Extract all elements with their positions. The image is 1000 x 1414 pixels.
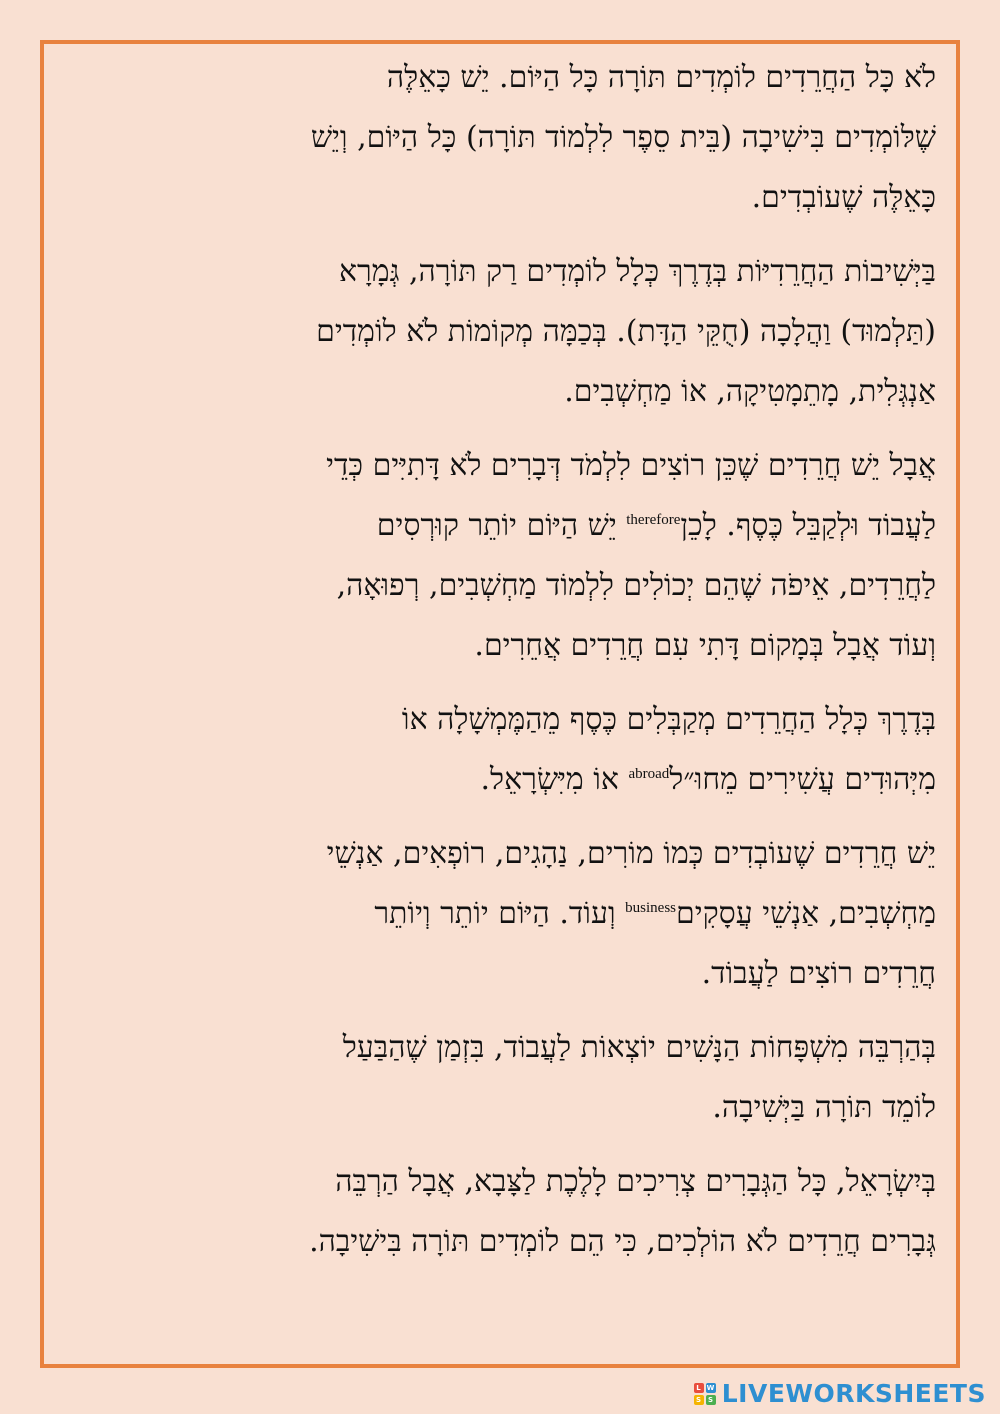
liveworksheets-icon: [694, 1383, 716, 1405]
text-line: [60, 944, 936, 1004]
text-line: [60, 616, 936, 676]
text-line: [60, 824, 936, 884]
hebrew-text: אוֹ מִיִּשְׂרָאֵל.: [480, 762, 629, 797]
hebrew-text: וְעוֹד אֲבָל בְּמָקוֹם דָּתִי עִם חֲרֵדִים אֲחֵרִים.: [474, 628, 936, 663]
text-line: [60, 108, 936, 168]
text-line: [60, 436, 936, 496]
hebrew-text: לַעֲבוֹד וּלְקַבֵּל כֶּסֶף. לָכֵן: [680, 508, 936, 543]
english-gloss: abroad: [628, 766, 670, 782]
text-line: [60, 1212, 936, 1272]
text-line: [60, 1018, 936, 1078]
hebrew-text: לוֹמֵד תּוֹרָה בַּיְּשִׁיבָה.: [712, 1090, 936, 1125]
text-line: [60, 496, 936, 556]
hebrew-text: וְעוֹד. הַיּוֹם יוֹתֵר וְיוֹתֵר: [374, 896, 626, 931]
hebrew-text: אֲבָל יֵשׁ חֲרֵדִים שֶׁכֵּן רוֹצִים לִלְמֹד דְּבָרִים לֹא דָּתִיִּים כְּדֵי: [326, 448, 936, 483]
english-gloss: therefore: [626, 512, 681, 528]
text-line: [60, 556, 936, 616]
hebrew-text: (תַּלְמוּד) וַהֲלָכָה (חֻקֵּי הַדָּת). בְּכַמָּה מְקוֹמוֹת לֹא לוֹמְדִים: [316, 314, 936, 349]
hebrew-text: גְּבָרִים חֲרֵדִים לֹא הוֹלְכִים, כִּי הֵם לוֹמְדִים תּוֹרָה בִּישִׁיבָה.: [309, 1224, 936, 1259]
hebrew-text: כָּאֵלֶּה שֶׁעוֹבְדִים.: [751, 180, 936, 215]
text-line: [60, 1152, 936, 1212]
text-line: [60, 690, 936, 750]
hebrew-text: בַּיְּשִׁיבוֹת הַחֲרֵדִיּוֹת בְּדֶרֶךְ כְּלָל לוֹמְדִים רַק תּוֹרָה, גְּמָרָא: [339, 254, 936, 289]
hebrew-text: לַחֲרֵדִים, אֵיפֹה שֶׁהֵם יְכוֹלִים לִלְמוֹד מַחְשְׁבִים, רְפוּאָה,: [336, 568, 936, 603]
text-line: [60, 242, 936, 302]
logo-square: S: [694, 1395, 704, 1405]
logo-square: W: [706, 1383, 715, 1392]
worksheet-text: [60, 48, 936, 1272]
paragraph: [60, 242, 936, 422]
hebrew-text: מִיְּהוּדִים עֲשִׁירִים מֵחוּ״ל: [669, 762, 936, 797]
text-line: [60, 362, 936, 422]
logo-square: L: [694, 1383, 704, 1393]
text-line: [60, 884, 936, 944]
text-line: [60, 750, 936, 810]
paragraph: [60, 436, 936, 676]
logo-square: S: [706, 1395, 716, 1405]
hebrew-text: בְּיִשְׂרָאֵל, כָּל הַגְּבָרִים צְרִיכִים לָלֶכֶת לַצָּבָא, אֲבָל הַרְבֵּה: [335, 1164, 936, 1199]
text-line: [60, 48, 936, 108]
english-gloss: business: [625, 900, 677, 916]
hebrew-text: יֵשׁ הַיּוֹם יוֹתֵר קוּרְסִים: [376, 508, 627, 543]
hebrew-text: בְּהַרְבֵּה מִשְׁפָּחוֹת הַנָּשִׁים יוֹצְאוֹת לַעֲבוֹד, בִּזְמַן שֶׁהַבַּעַל: [342, 1030, 936, 1065]
paragraph: [60, 1018, 936, 1138]
hebrew-text: בְּדֶרֶךְ כְּלָל הַחֲרֵדִים מְקַבְּלִים כֶּסֶף מֵהַמֶּמְשָׁלָה אוֹ: [401, 702, 936, 737]
paragraph: [60, 1152, 936, 1272]
text-line: [60, 302, 936, 362]
paragraph: [60, 824, 936, 1004]
hebrew-text: שֶׁלּוֹמְדִים בִּישִׁיבָה (בֵּית סֵפֶר לִלְמוֹד תּוֹרָה) כָּל הַיּוֹם, וְיֵשׁ: [310, 120, 936, 155]
hebrew-text: יֵשׁ חֲרֵדִים שֶׁעוֹבְדִים כְּמוֹ מוֹרִים, נַהָגִים, רוֹפְאִים, אַנְשֵׁי: [326, 836, 936, 871]
hebrew-text: לֹא כָּל הַחֲרֵדִים לוֹמְדִים תּוֹרָה כָּל הַיּוֹם. יֵשׁ כָּאֵלֶּה: [386, 60, 936, 95]
text-line: [60, 168, 936, 228]
hebrew-text: מַחְשְׁבִים, אַנְשֵׁי עֲסָקִים: [676, 896, 936, 931]
hebrew-text: אַנְגְּלִית, מָתֵמָטִיקָה, אוֹ מַחְשְׁבִים.: [564, 374, 936, 409]
paragraph: [60, 690, 936, 810]
text-line: [60, 1078, 936, 1138]
brand-name: LIVEWORKSHEETS: [721, 1379, 986, 1408]
hebrew-text: חֲרֵדִים רוֹצִים לַעֲבוֹד.: [701, 956, 936, 991]
paragraph: [60, 48, 936, 228]
liveworksheets-logo[interactable]: [694, 1379, 986, 1408]
